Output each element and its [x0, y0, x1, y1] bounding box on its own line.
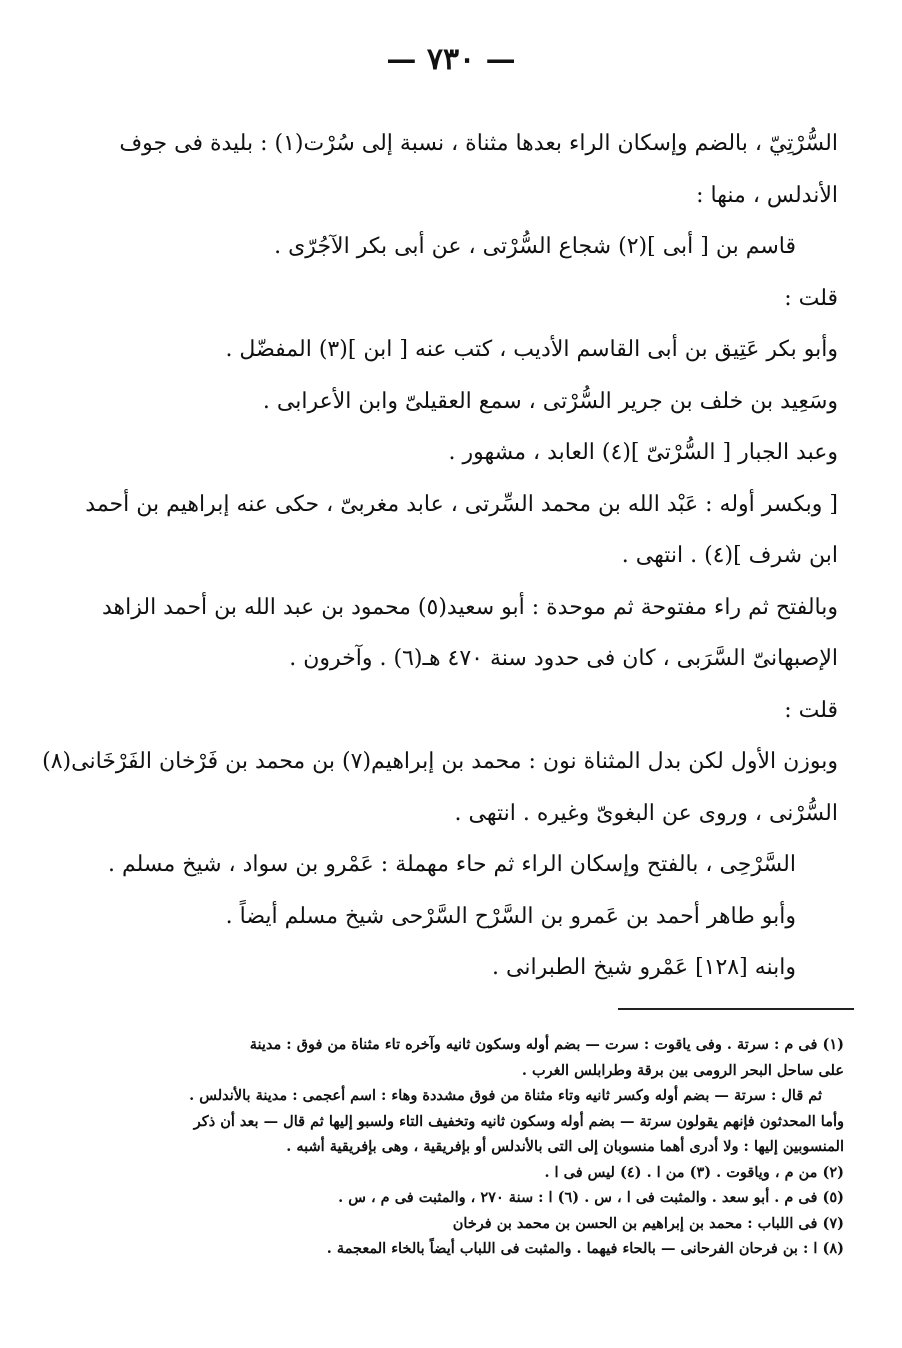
footnote-line: (٨) ا : بن فرحان الفرحانى — بالحاء فيهما . والمثبت فى اللباب أيضاً بالخاء المعجمة . — [326, 1240, 844, 1257]
text-line: وابنه [١٢٨] عَمْرو شيخ الطبرانى . — [492, 955, 796, 980]
text-line: [ وبكسر أوله : عَبْد الله بن محمد السِّرتى ، عابد مغربىّ ، حكى عنه إبراهيم بن أحمد — [85, 491, 838, 517]
text-line: قلت : — [784, 697, 838, 723]
footnote-line: (١) فى م : سرتة . وفى ياقوت : سرت — بضم أوله وسكون ثانيه وآخره تاء مثناة من فوق : مدينة — [249, 1036, 844, 1053]
text-line: السَّرْحِى ، بالفتح وإسكان الراء ثم حاء مهملة : عَمْرو بن سواد ، شيخ مسلم . — [107, 852, 796, 877]
text-line: وأبو بكر عَتِيق بن أبى القاسم الأديب ، كتب عنه [ ابن ](٣) المفضّل . — [225, 337, 838, 362]
text-line: وسَعِيد بن خلف بن جرير السُّرْتى ، سمع العقيلىّ وابن الأعرابى . — [262, 388, 838, 414]
text-line: وأبو طاهر أحمد بن عَمرو بن السَّرْح السَّرْحى شيخ مسلم أيضاً . — [225, 903, 796, 929]
footnote-line: وأما المحدثون فإنهم يقولون سرتة — بضم أوله وسكون ثانيه وتخفيف التاء ولسبو إليها ثم قال — بعد أن ذكر — [193, 1112, 844, 1130]
page-number: — ٧٣٠ — — [386, 42, 516, 77]
footnote-line: (٥) فى م . أبو سعد . والمثبت فى ا ، س . (٦) ا : سنة ٢٧٠ ، والمثبت فى م ، س . — [338, 1189, 844, 1206]
footnotes — [118, 1032, 844, 1262]
text-line: قاسم بن [ أبى ](٢) شجاع السُّرْتى ، عن أبى بكر الآجُرّى . — [274, 234, 796, 259]
footnote-separator — [618, 1008, 854, 1010]
footnote-line: ثم قال : سرتة — بضم أوله وكسر ثانيه وتاء مثناة من فوق مشددة وهاء : اسم أعجمى : مدينة بالأندلس . — [189, 1087, 822, 1104]
text-line: السُّرْنى ، وروى عن البغوىّ وغيره . انتهى . — [454, 800, 838, 826]
main-text — [42, 118, 838, 994]
text-line: وعبد الجبار [ السُّرْتىّ ](٤) العابد ، مشهور . — [448, 440, 838, 465]
footnote-line: (٧) فى اللباب : محمد بن إبراهيم بن الحسن بن محمد بن فرخان — [452, 1214, 844, 1232]
text-line: الأندلس ، منها : — [696, 182, 838, 208]
footnote-line: المنسوبين إليها : ولا أدرى أهما منسوبان إلى التى بالأندلس أو بإفريقية ، وهى بإفريقية أشبه . — [286, 1138, 844, 1155]
text-line: ابن شرف ](٤) . انتهى . — [621, 543, 838, 568]
text-line: وبوزن الأول لكن بدل المثناة نون : محمد بن إبراهيم(٧) بن محمد بن فَرْخان الفَرْخَانى(٨) — [42, 749, 838, 774]
text-line: الإصبهانىّ السَّرَبى ، كان فى حدود سنة ٤٧٠ هـ(٦) . وآخرون . — [289, 646, 838, 671]
text-line: وبالفتح ثم راء مفتوحة ثم موحدة : أبو سعيد(٥) محمود بن عبد الله بن أحمد الزاهد — [101, 594, 838, 620]
footnote-line: على ساحل البحر الرومى بين برقة وطرابلس الغرب . — [521, 1061, 844, 1079]
text-line: السُّرْتِيّ ، بالضم وإسكان الراء بعدها مثناة ، نسبة إلى سُرْت(١) : بليدة فى جوف — [119, 131, 838, 156]
text-line: قلت : — [784, 285, 838, 311]
footnote-line: (٢) من م ، وياقوت . (٣) من ا . (٤) ليس فى ا . — [544, 1163, 844, 1181]
